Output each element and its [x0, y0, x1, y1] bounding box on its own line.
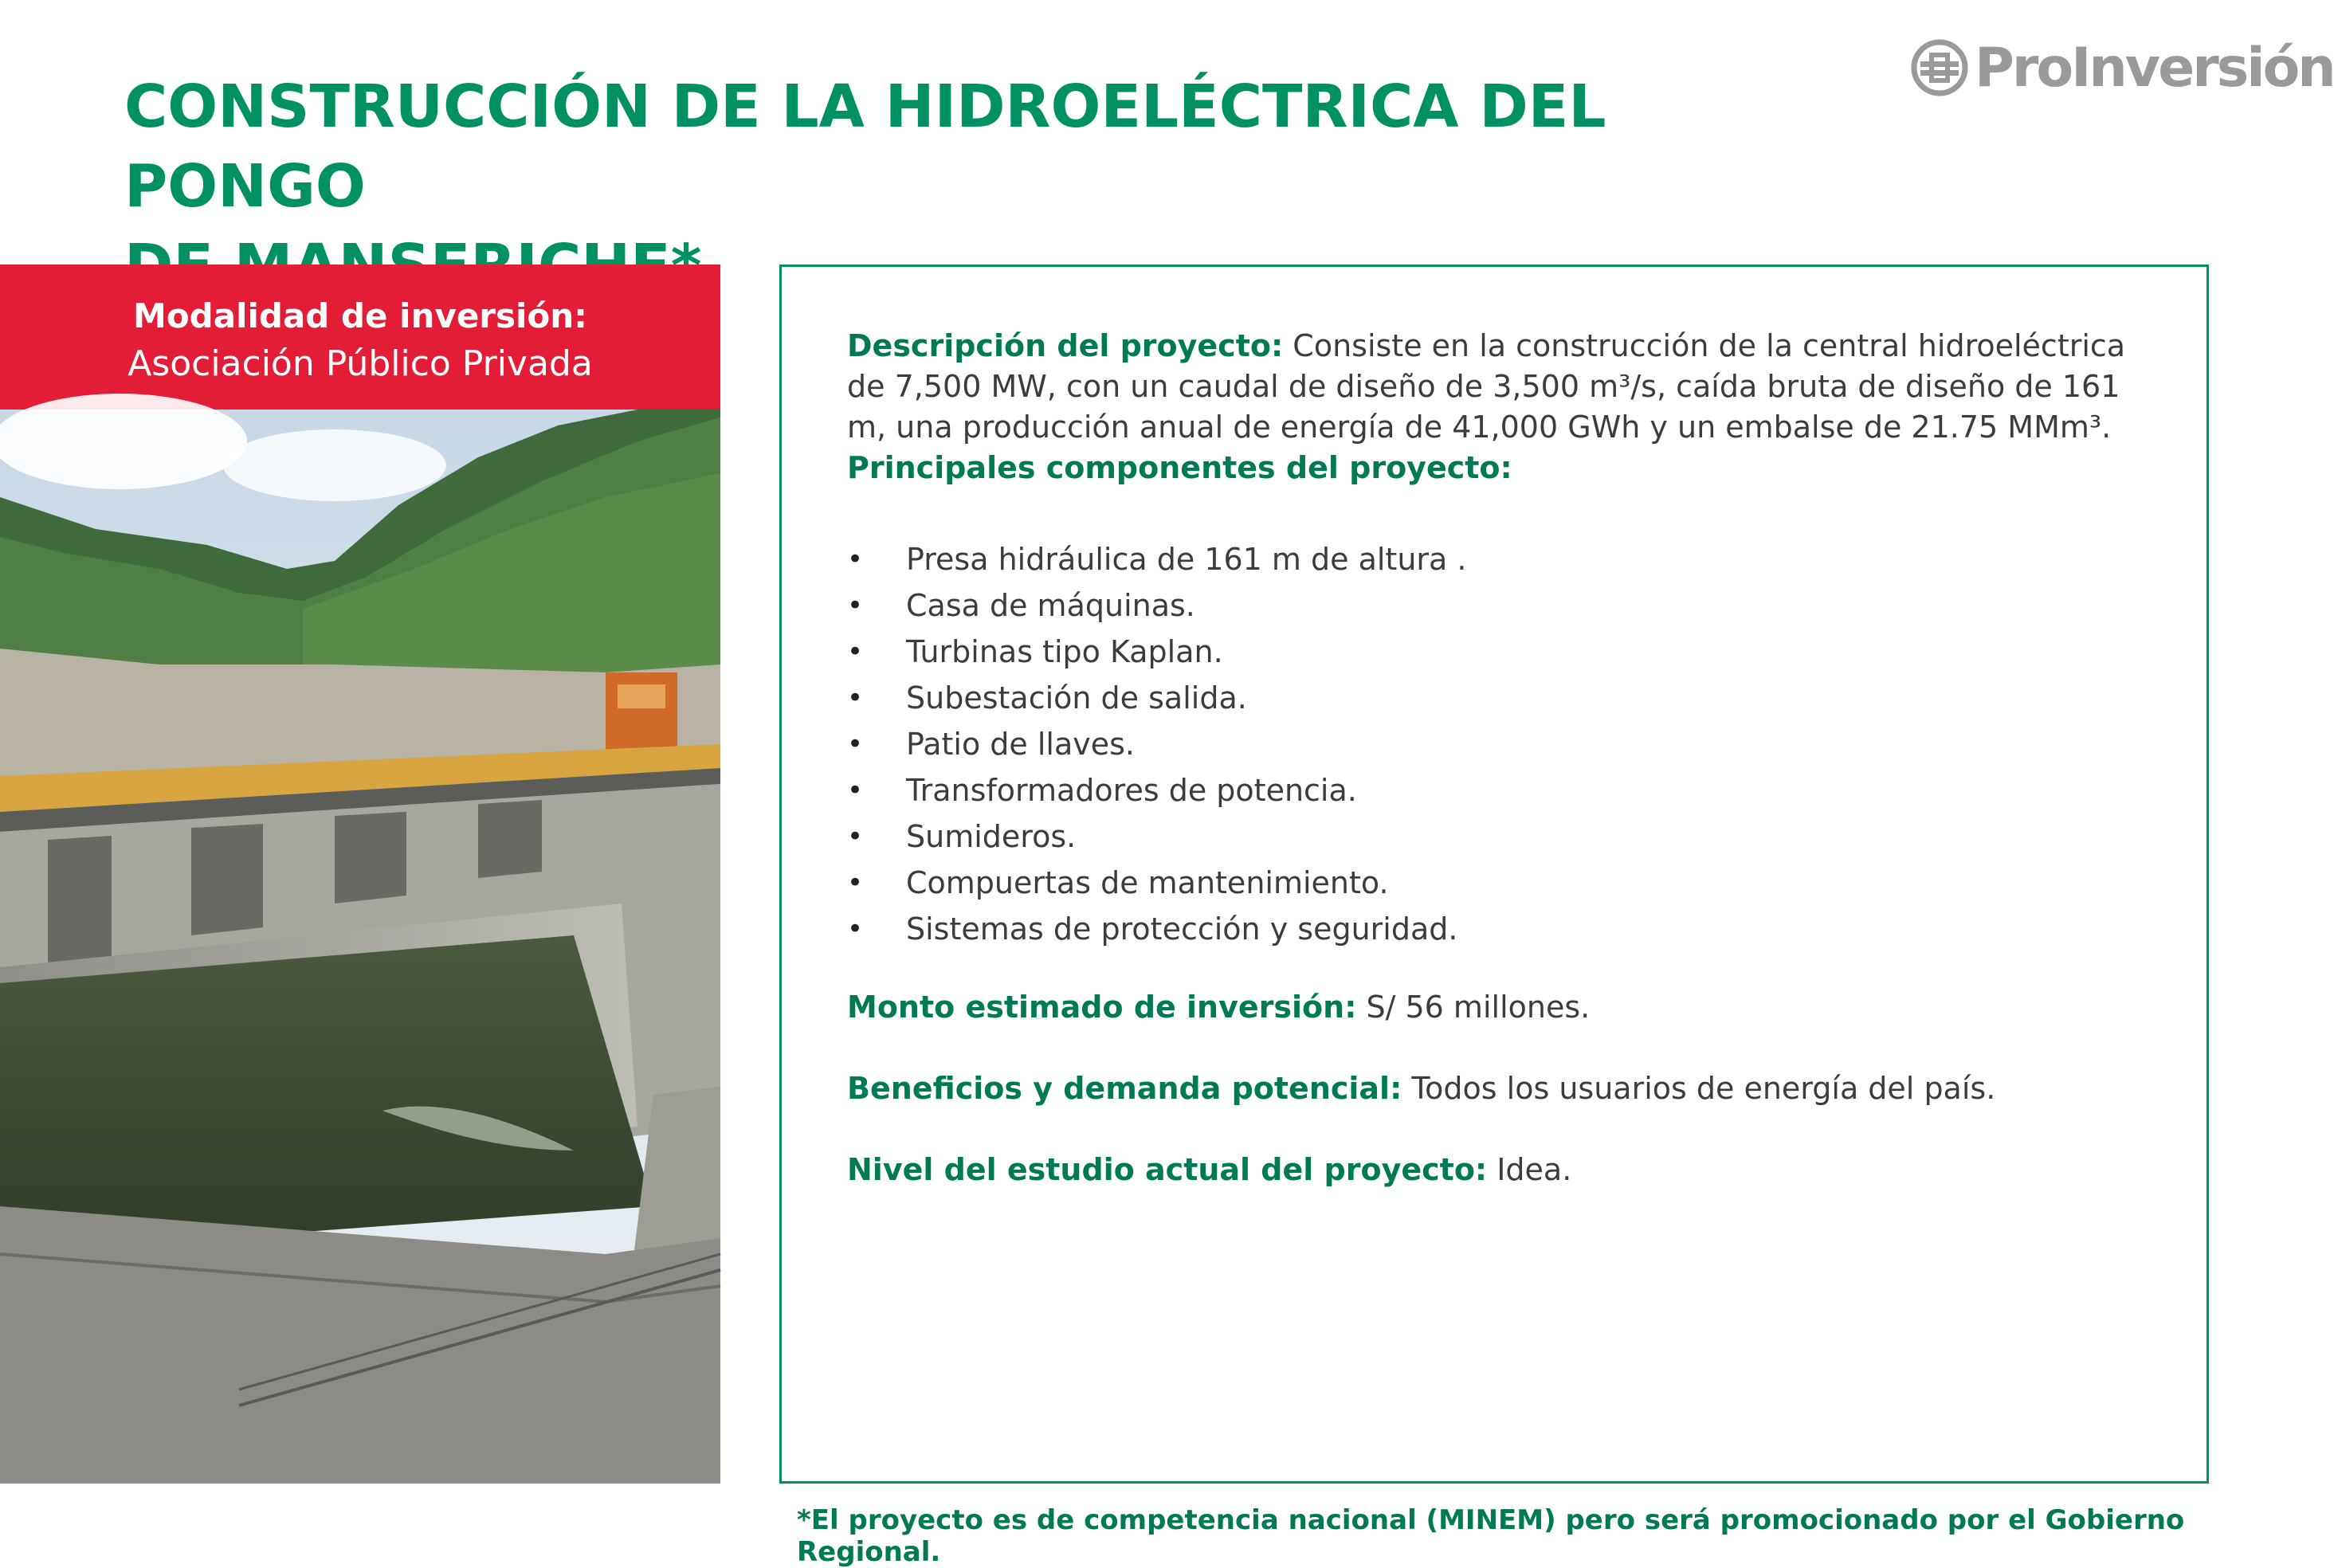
component-text: Subestación de salida. [906, 680, 1247, 715]
components-list [847, 536, 2154, 952]
component-text: Sistemas de protección y seguridad. [906, 911, 1458, 947]
list-item [847, 629, 2154, 675]
benefits-label: Beneficios y demanda potencial: [847, 1071, 1402, 1106]
description-text: Consiste en la construcción de la central hidroeléctrica de 7,500 MW, con un caudal de diseño de 3,500 m³/s, caída bruta de diseño de 161 m, una producción anual de energía de 41,000 GWh y un embalse de 21.75 MMm³. [847, 328, 2126, 445]
hydroelectric-dam-photo [0, 410, 720, 1484]
list-item [847, 675, 2154, 721]
description-label: Descripción del proyecto: [847, 328, 1284, 363]
component-text: Presa hidráulica de 161 m de altura . [906, 542, 1467, 577]
bullet-icon: • [847, 543, 864, 575]
list-item [847, 906, 2154, 952]
bullet-icon: • [847, 774, 864, 806]
project-details-panel [779, 265, 2209, 1484]
modality-value: Asociación Público Privada [127, 343, 593, 384]
list-item [847, 860, 2154, 906]
list-item [847, 536, 2154, 582]
list-item [847, 721, 2154, 767]
bullet-icon: • [847, 590, 864, 621]
benefits-value: Todos los usuarios de energía del país. [1411, 1071, 1996, 1106]
component-text: Turbinas tipo Kaplan. [906, 634, 1223, 669]
list-item [847, 582, 2154, 629]
study-label: Nivel del estudio actual del proyecto: [847, 1152, 1488, 1187]
project-description [847, 326, 2154, 448]
list-item [847, 813, 2154, 860]
benefits [847, 1068, 2154, 1109]
page-title-line-1: CONSTRUCCIÓN DE LA HIDROELÉCTRICA DEL PONGO [124, 73, 1606, 221]
proinversion-logo [1909, 33, 2334, 102]
component-text: Transformadores de potencia. [906, 773, 1357, 808]
bullet-icon: • [847, 821, 864, 853]
component-text: Sumideros. [906, 819, 1077, 854]
modality-label: Modalidad de inversión: [133, 296, 587, 335]
investment-modality-banner [0, 265, 720, 410]
component-text: Casa de máquinas. [906, 588, 1195, 623]
component-text: Patio de llaves. [906, 727, 1136, 762]
investment-amount [847, 987, 2154, 1028]
footnote: *El proyecto es de competencia nacional (MINEM) pero será promocionado por el Gobierno Regional. [797, 1504, 2185, 1568]
logo-text: ProInversión [1975, 36, 2334, 100]
project-details-content [847, 326, 2154, 1190]
bullet-icon: • [847, 913, 864, 945]
bullet-icon: • [847, 867, 864, 899]
list-item [847, 767, 2154, 813]
component-text: Compuertas de mantenimiento. [906, 865, 1389, 900]
bullet-icon: • [847, 728, 864, 760]
proinversion-logo-icon [1909, 37, 1970, 98]
components-heading: Principales componentes del proyecto: [847, 450, 1512, 485]
study-value: Idea. [1497, 1152, 1572, 1187]
bullet-icon: • [847, 682, 864, 714]
bullet-icon: • [847, 636, 864, 668]
investment-label: Monto estimado de inversión: [847, 990, 1357, 1025]
study-level [847, 1150, 2154, 1190]
investment-value: S/ 56 millones. [1366, 990, 1591, 1025]
